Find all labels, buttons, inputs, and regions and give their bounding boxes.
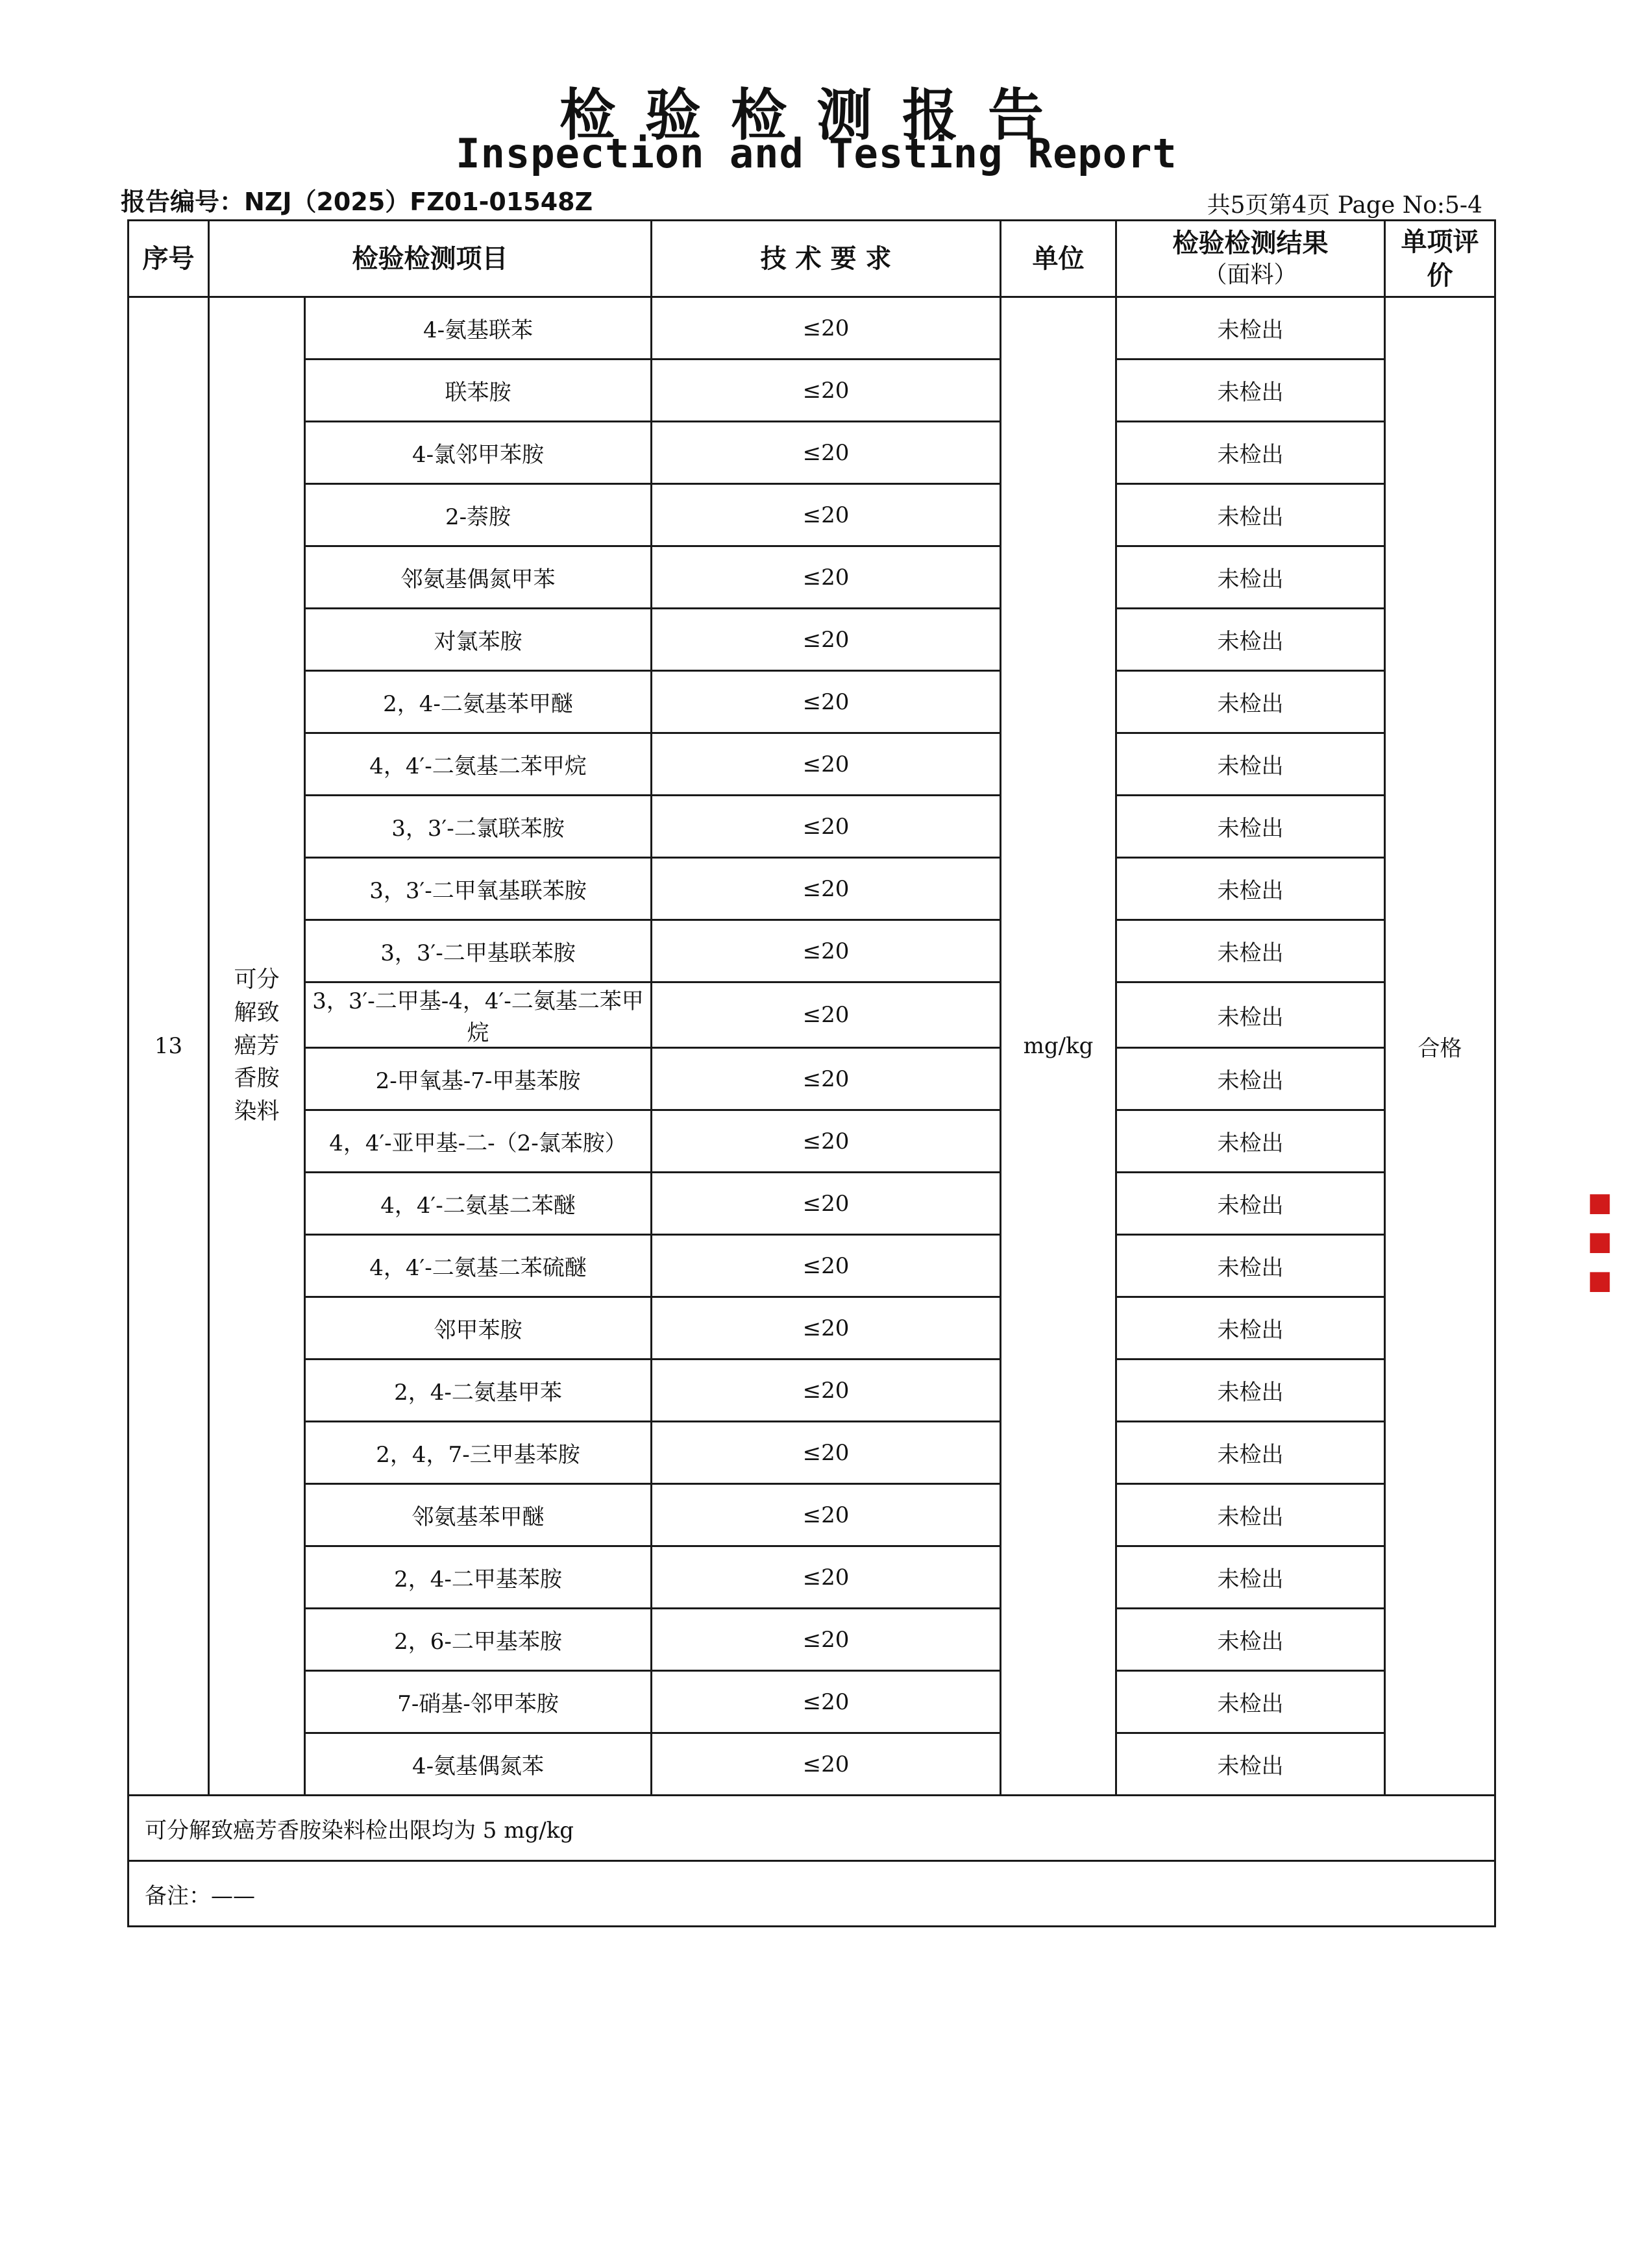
requirement-cell: ≤20 xyxy=(652,609,1001,671)
table-row xyxy=(129,1297,1495,1360)
requirement-cell: ≤20 xyxy=(652,484,1001,546)
table-row xyxy=(129,733,1495,796)
result-cell: 未检出 xyxy=(1116,422,1385,484)
requirement-cell: ≤20 xyxy=(652,360,1001,422)
table-row xyxy=(129,1110,1495,1173)
header-item: 检验检测项目 xyxy=(209,221,652,297)
table-row xyxy=(129,1235,1495,1297)
requirement-cell: ≤20 xyxy=(652,422,1001,484)
table-row xyxy=(129,1733,1495,1796)
item-cell: 4-氨基联苯 xyxy=(305,297,652,360)
result-cell: 未检出 xyxy=(1116,920,1385,982)
table-row xyxy=(129,1671,1495,1733)
item-cell: 对氯苯胺 xyxy=(305,609,652,671)
table-row xyxy=(129,360,1495,422)
requirement-cell: ≤20 xyxy=(652,1235,1001,1297)
unit-cell: mg/kg xyxy=(1001,297,1116,1796)
item-cell: 4，4′-二氨基二苯醚 xyxy=(305,1173,652,1235)
result-cell: 未检出 xyxy=(1116,858,1385,920)
result-cell: 未检出 xyxy=(1116,609,1385,671)
table-row xyxy=(129,1048,1495,1110)
result-cell: 未检出 xyxy=(1116,1609,1385,1671)
table-row xyxy=(129,1360,1495,1422)
requirement-cell: ≤20 xyxy=(652,1609,1001,1671)
report-title-cn: 检验检测报告 xyxy=(559,83,1074,148)
category-line: 可分 xyxy=(234,967,280,994)
requirement-cell: ≤20 xyxy=(652,920,1001,982)
header-requirement: 技 术 要 求 xyxy=(652,221,1001,297)
result-cell: 未检出 xyxy=(1116,1235,1385,1297)
requirement-cell: ≤20 xyxy=(652,733,1001,796)
requirement-cell: ≤20 xyxy=(652,1733,1001,1796)
result-cell: 未检出 xyxy=(1116,1297,1385,1360)
table-row xyxy=(129,1609,1495,1671)
item-cell: 邻甲苯胺 xyxy=(305,1297,652,1360)
category-line: 染料 xyxy=(234,1099,280,1125)
report-title-en: Inspection and Testing Report xyxy=(456,130,1177,177)
result-cell: 未检出 xyxy=(1116,1360,1385,1422)
seq-cell: 13 xyxy=(129,297,209,1796)
result-cell: 未检出 xyxy=(1116,546,1385,609)
category-cell xyxy=(209,297,305,1796)
table-row xyxy=(129,1422,1495,1484)
header-result-label: 检验检测结果 xyxy=(1172,228,1329,259)
detection-limit-note: 可分解致癌芳香胺染料检出限均为 5 mg/kg xyxy=(129,1796,1495,1861)
requirement-cell: ≤20 xyxy=(652,1360,1001,1422)
item-cell: 2，6-二甲基苯胺 xyxy=(305,1609,652,1671)
table-row xyxy=(129,1546,1495,1609)
item-cell: 联苯胺 xyxy=(305,360,652,422)
requirement-cell: ≤20 xyxy=(652,796,1001,858)
item-cell: 2，4-二氨基苯甲醚 xyxy=(305,671,652,733)
requirement-cell: ≤20 xyxy=(652,858,1001,920)
header-result xyxy=(1116,221,1385,297)
table-row xyxy=(129,796,1495,858)
table-row xyxy=(129,1173,1495,1235)
result-cell: 未检出 xyxy=(1116,796,1385,858)
item-cell: 3，3′-二甲氧基联苯胺 xyxy=(305,858,652,920)
table-row xyxy=(129,1484,1495,1546)
requirement-cell: ≤20 xyxy=(652,982,1001,1048)
result-cell: 未检出 xyxy=(1116,360,1385,422)
results-table xyxy=(127,219,1496,1927)
table-row xyxy=(129,671,1495,733)
item-cell: 4-氨基偶氮苯 xyxy=(305,1733,652,1796)
requirement-cell: ≤20 xyxy=(652,1297,1001,1360)
requirement-cell: ≤20 xyxy=(652,297,1001,360)
item-cell: 2-萘胺 xyxy=(305,484,652,546)
requirement-cell: ≤20 xyxy=(652,1048,1001,1110)
evaluation-cell: 合格 xyxy=(1385,297,1495,1796)
page-number: 共5页第4页 Page No:5-4 xyxy=(1207,192,1482,219)
item-cell: 2，4-二甲基苯胺 xyxy=(305,1546,652,1609)
category-line: 香胺 xyxy=(234,1066,280,1092)
remarks: 备注：—— xyxy=(129,1861,1495,1927)
result-cell: 未检出 xyxy=(1116,671,1385,733)
result-cell: 未检出 xyxy=(1116,1484,1385,1546)
table-row xyxy=(129,920,1495,982)
table-row xyxy=(129,422,1495,484)
requirement-cell: ≤20 xyxy=(652,546,1001,609)
requirement-cell: ≤20 xyxy=(652,1110,1001,1173)
requirement-cell: ≤20 xyxy=(652,1173,1001,1235)
requirement-cell: ≤20 xyxy=(652,1546,1001,1609)
table-row xyxy=(129,297,1495,360)
item-cell: 3，3′-二氯联苯胺 xyxy=(305,796,652,858)
result-cell: 未检出 xyxy=(1116,1422,1385,1484)
table-row xyxy=(129,609,1495,671)
result-cell: 未检出 xyxy=(1116,1110,1385,1173)
requirement-cell: ≤20 xyxy=(652,1484,1001,1546)
requirement-cell: ≤20 xyxy=(652,1671,1001,1733)
item-cell: 4-氯邻甲苯胺 xyxy=(305,422,652,484)
item-cell: 7-硝基-邻甲苯胺 xyxy=(305,1671,652,1733)
item-cell: 3，3′-二甲基联苯胺 xyxy=(305,920,652,982)
result-cell: 未检出 xyxy=(1116,1546,1385,1609)
report-number: 报告编号：NZJ（2025）FZ01-01548Z xyxy=(121,188,593,216)
item-cell: 3，3′-二甲基-4，4′-二氨基二苯甲烷 xyxy=(305,982,652,1048)
item-cell: 邻氨基苯甲醚 xyxy=(305,1484,652,1546)
table-row xyxy=(129,546,1495,609)
result-cell: 未检出 xyxy=(1116,982,1385,1048)
requirement-cell: ≤20 xyxy=(652,1422,1001,1484)
header-seq: 序号 xyxy=(129,221,209,297)
result-cell: 未检出 xyxy=(1116,733,1385,796)
item-cell: 4，4′-亚甲基-二-（2-氯苯胺） xyxy=(305,1110,652,1173)
table-row xyxy=(129,858,1495,920)
header-evaluation: 单项评价 xyxy=(1385,221,1495,297)
result-cell: 未检出 xyxy=(1116,484,1385,546)
requirement-cell: ≤20 xyxy=(652,671,1001,733)
item-cell: 4，4′-二氨基二苯硫醚 xyxy=(305,1235,652,1297)
header-unit: 单位 xyxy=(1001,221,1116,297)
result-cell: 未检出 xyxy=(1116,1671,1385,1733)
item-cell: 4，4′-二氨基二苯甲烷 xyxy=(305,733,652,796)
result-cell: 未检出 xyxy=(1116,1733,1385,1796)
result-cell: 未检出 xyxy=(1116,1048,1385,1110)
table-header-row xyxy=(129,221,1495,297)
table-row xyxy=(129,982,1495,1048)
item-cell: 2，4-二氨基甲苯 xyxy=(305,1360,652,1422)
table-row xyxy=(129,484,1495,546)
category-line: 癌芳 xyxy=(234,1032,280,1059)
item-cell: 邻氨基偶氮甲苯 xyxy=(305,546,652,609)
item-cell: 2，4，7-三甲基苯胺 xyxy=(305,1422,652,1484)
result-cell: 未检出 xyxy=(1116,297,1385,360)
result-cell: 未检出 xyxy=(1116,1173,1385,1235)
seal-stamp-edge: ■■■ xyxy=(1585,1188,1615,1304)
item-cell: 2-甲氧基-7-甲基苯胺 xyxy=(305,1048,652,1110)
header-result-sub: （面料） xyxy=(1203,262,1297,289)
category-line: 解致 xyxy=(234,999,280,1026)
